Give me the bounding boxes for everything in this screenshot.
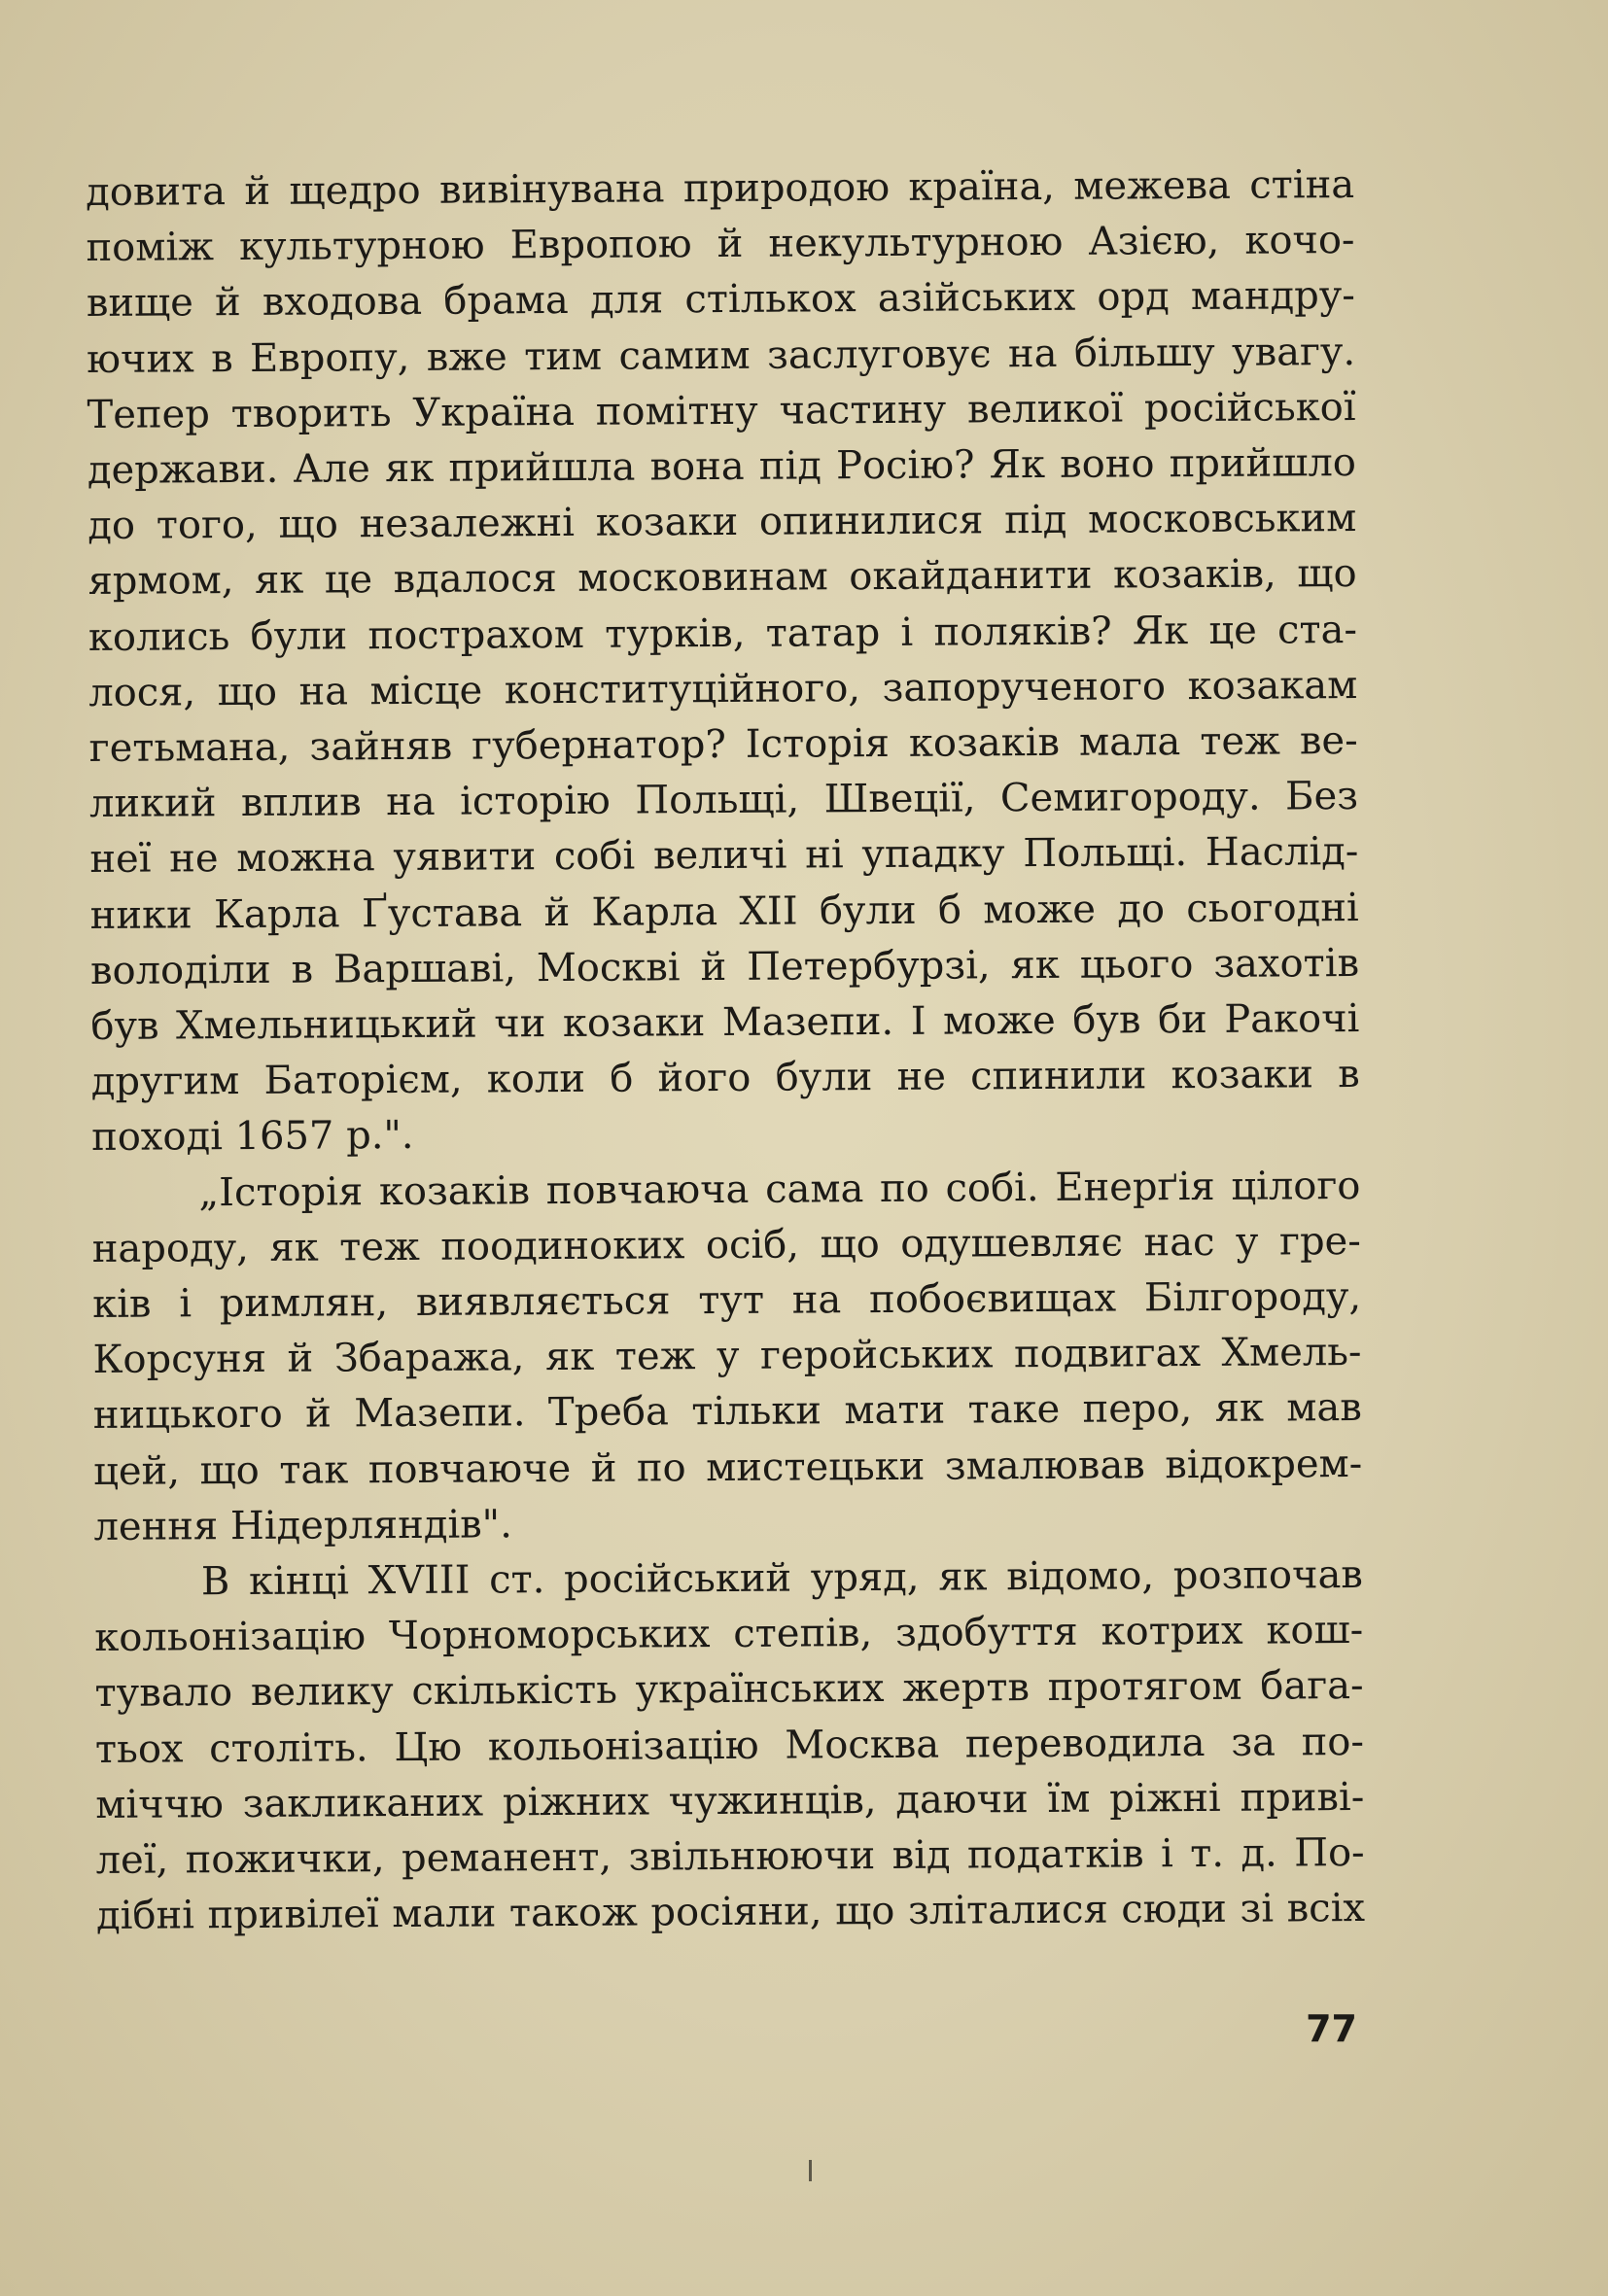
text-line: В кінці XVIII ст. російський уряд, як відомо, розпочав	[200, 1552, 1364, 1605]
text-line: гетьмана, зайняв губернатор? Історія козаків мала теж ве-	[88, 718, 1358, 772]
text-line: тувало велику скількість українських жертв протягом бага-	[94, 1663, 1364, 1717]
text-line: народу, як теж поодиноких осіб, що одушевляє нас у гре-	[91, 1218, 1361, 1271]
text-line: ків і римлян, виявляється тут на побоєвищах Білгороду,	[92, 1274, 1362, 1328]
text-line: другим Баторієм, коли б його були не спинили козаки в	[90, 1052, 1360, 1105]
text-line: міччю закликаних ріжних чужинців, даючи їм ріжні приві-	[95, 1774, 1365, 1827]
text-line: поміж культурною Европою й некультурною Азією, кочо-	[86, 218, 1355, 271]
text-line: Корсуня й Збаража, як теж у геройських подвигах Хмель-	[92, 1330, 1362, 1383]
paragraph-3	[94, 1548, 1365, 1944]
text-line: неї не можна уявити собі величі ні упадку Польщі. Наслід-	[89, 829, 1359, 883]
text-line: ярмом, як це вдалося московинам окайданити козаків, що	[87, 551, 1357, 605]
text-line: до того, що незалежні козаки опинилися під московським	[87, 496, 1357, 549]
page-number: 77	[1306, 2007, 1357, 2050]
text-line: ницького й Мазепи. Треба тільки мати таке перо, як мав	[92, 1385, 1362, 1439]
body-text	[86, 157, 1365, 1944]
text-line: поході 1657 р.".	[90, 1113, 414, 1161]
text-line: довита й щедро вивінувана природою країна, межева стіна	[86, 162, 1355, 215]
text-line: леї, пожички, реманент, звільнюючи від податків і т. д. По-	[95, 1830, 1365, 1884]
text-line: вище й входова брама для стількох азійських орд мандру-	[86, 273, 1355, 327]
text-line: тьох століть. Цю кольонізацію Москва переводила за по-	[94, 1719, 1365, 1772]
text-line: був Хмельницький чи козаки Мазепи. І може був би Ракочі	[90, 996, 1360, 1050]
text-line: держави. Але як прийшла вона під Росію? Як воно прийшло	[87, 440, 1357, 494]
text-line: лення Нідерляндів".	[93, 1502, 512, 1549]
text-line: володіли в Варшаві, Москві й Петербурзі, як цього захотів	[89, 940, 1360, 993]
text-line: ликий вплив на історію Польщі, Швеції, Семигороду. Без	[88, 774, 1359, 827]
text-line: цей, що так повчаюче й по мистецьки змалював відокрем-	[93, 1441, 1363, 1494]
text-line: ники Карла Ґустава й Карла XII були б може до сьогодні	[89, 885, 1359, 938]
paragraph-1	[86, 157, 1360, 1166]
text-line: дібні привілеї мали також росіяни, що злiталися сюди зі всіх	[95, 1886, 1366, 1939]
text-line: лося, що на місце конституційного, запорученого козакам	[88, 662, 1358, 715]
paragraph-2	[91, 1159, 1362, 1555]
paper-speck	[809, 2160, 812, 2181]
text-line: Тепер творить Україна помітну частину великої російської	[87, 384, 1356, 437]
text-line: ючих в Европу, вже тим самим заслуговує на більшу увагу.	[87, 329, 1356, 382]
text-line: колись були пострахом турків, татар і поляків? Як це ста-	[87, 607, 1358, 660]
text-line: „Історія козаків повчаюча сама по собі. Енерґія цілого	[198, 1163, 1361, 1215]
text-line: кольонізацію Чорноморських степів, здобуття котрих кош-	[94, 1608, 1364, 1661]
